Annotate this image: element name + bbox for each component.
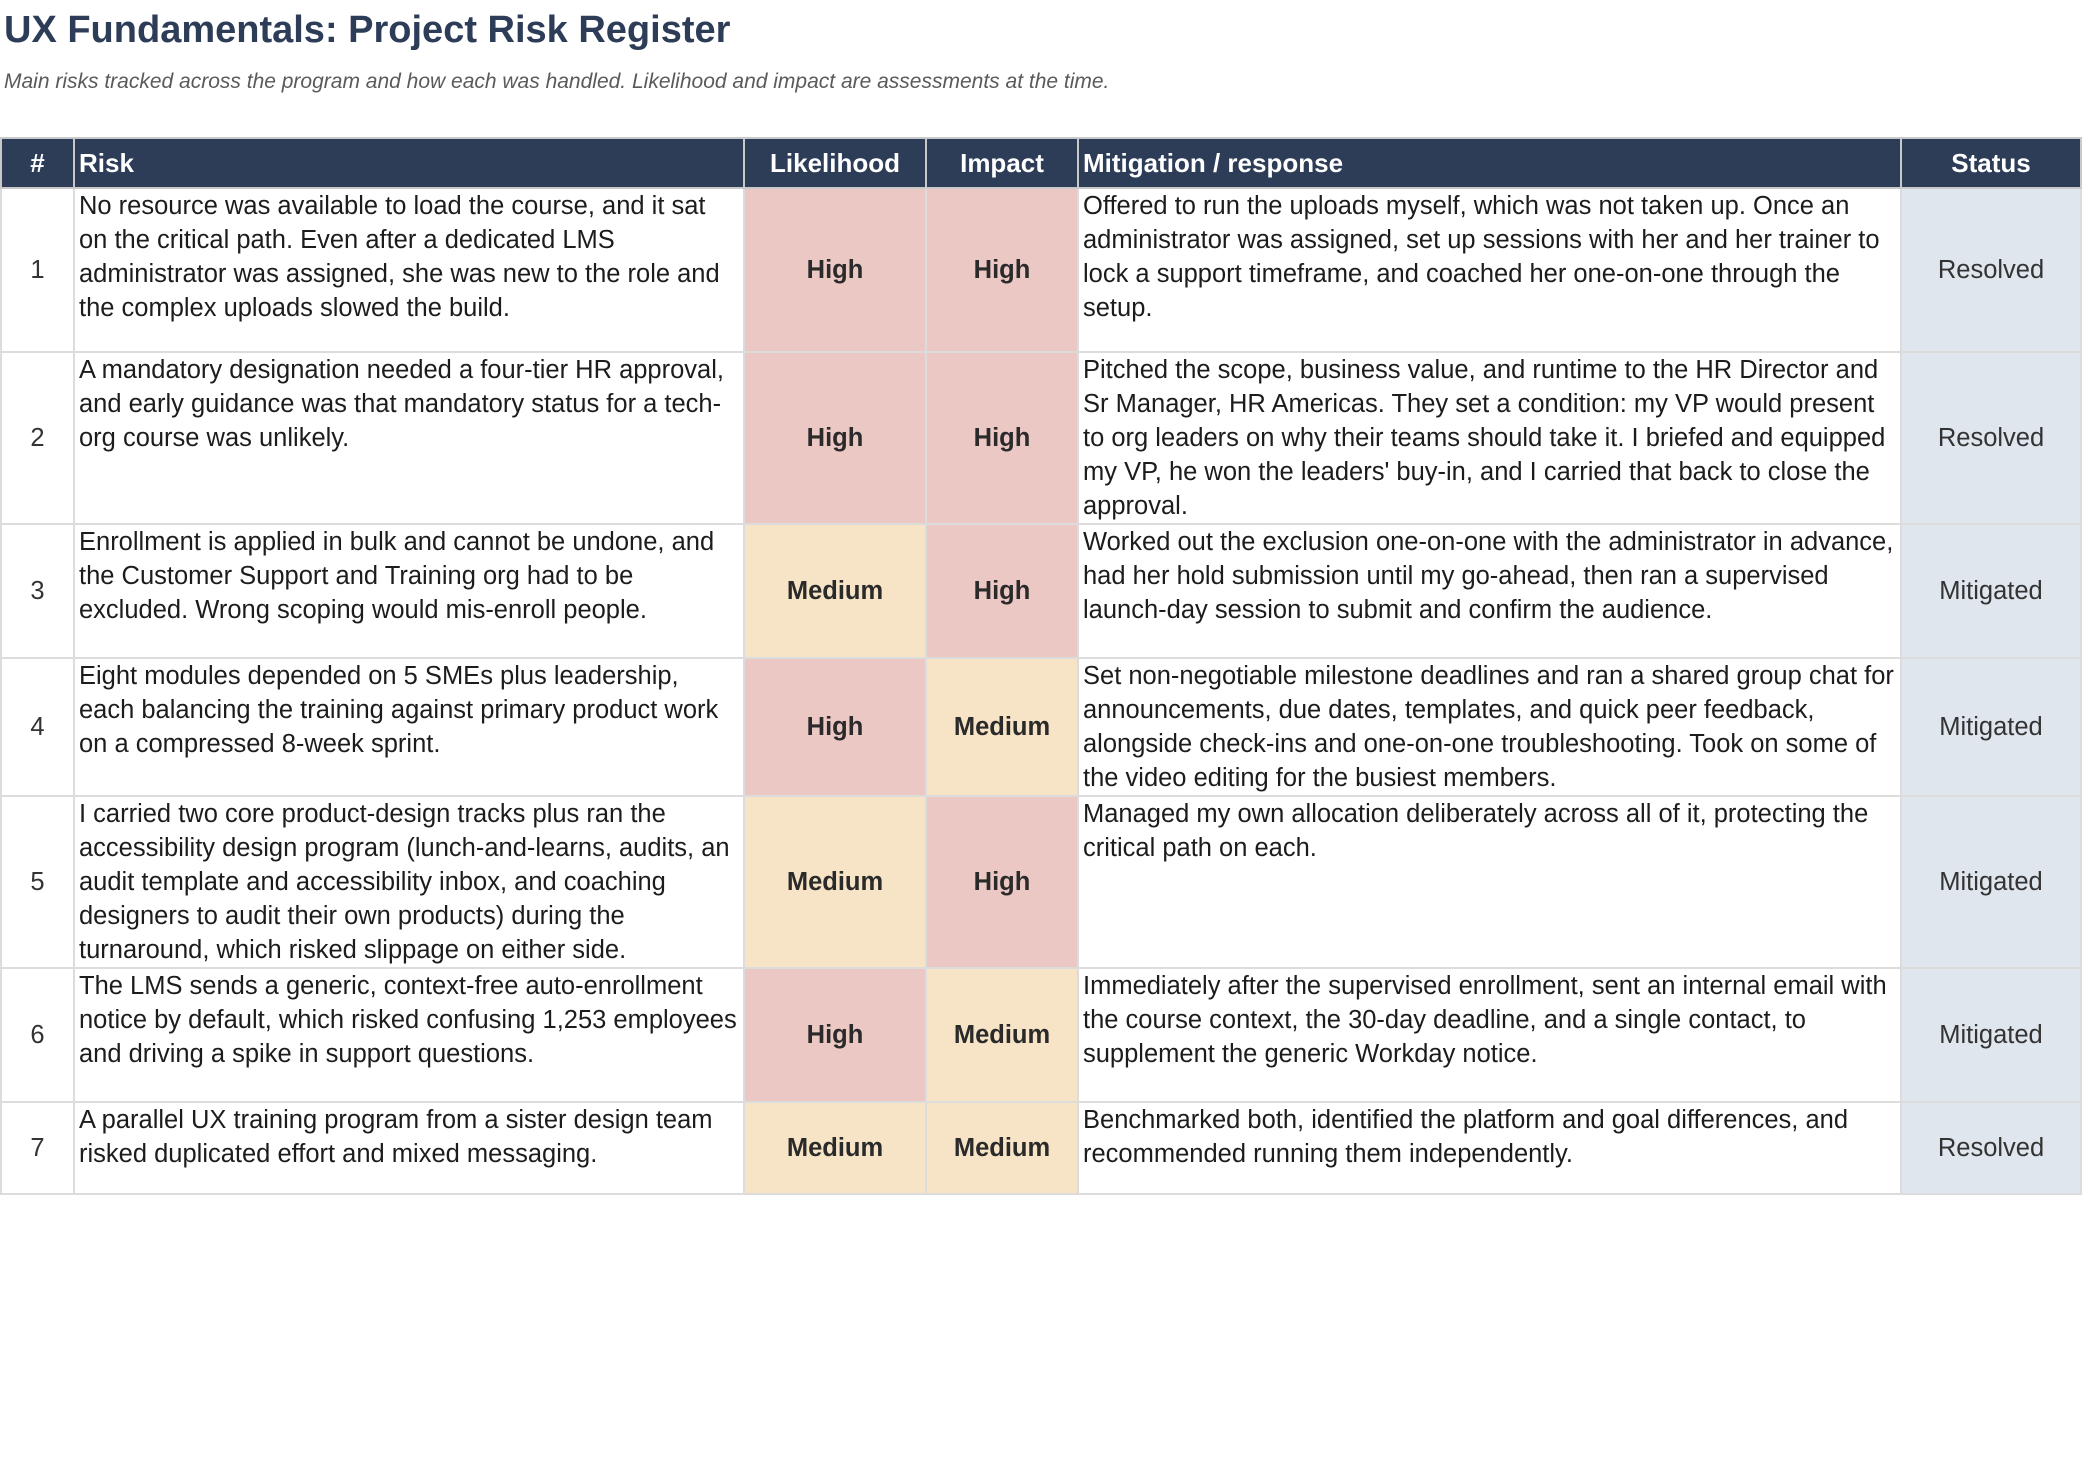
impact-cell: High — [926, 352, 1078, 524]
status-cell: Mitigated — [1901, 796, 2081, 968]
status-cell: Mitigated — [1901, 524, 2081, 658]
header-likelihood: Likelihood — [744, 138, 926, 188]
likelihood-cell: High — [744, 352, 926, 524]
table-row — [1, 188, 2081, 352]
risk-register-table — [0, 137, 2082, 1195]
row-number: 4 — [1, 658, 74, 796]
status-cell: Mitigated — [1901, 968, 2081, 1102]
mitigation-cell: Pitched the scope, business value, and runtime to the HR Director and Sr Manager, HR Americas. They set a condition: my VP would present to org leaders on why their teams should take it. I briefed and equipped my VP, he won the leaders' buy-in, and I carried that back to close the approval. — [1078, 352, 1901, 524]
risk-cell: Enrollment is applied in bulk and cannot be undone, and the Customer Support and Training org had to be excluded. Wrong scoping would mis-enroll people. — [74, 524, 744, 658]
row-number: 5 — [1, 796, 74, 968]
header-mitigation: Mitigation / response — [1078, 138, 1901, 188]
impact-cell: High — [926, 796, 1078, 968]
row-number: 1 — [1, 188, 74, 352]
header-risk: Risk — [74, 138, 744, 188]
risk-cell: A parallel UX training program from a sister design team risked duplicated effort and mixed messaging. — [74, 1102, 744, 1194]
mitigation-cell: Offered to run the uploads myself, which was not taken up. Once an administrator was assigned, set up sessions with her and her trainer to lock a support timeframe, and coached her one-on-one through the setup. — [1078, 188, 1901, 352]
likelihood-cell: Medium — [744, 796, 926, 968]
header-number: # — [1, 138, 74, 188]
likelihood-cell: High — [744, 968, 926, 1102]
risk-cell: A mandatory designation needed a four-tier HR approval, and early guidance was that mandatory status for a tech-org course was unlikely. — [74, 352, 744, 524]
mitigation-cell: Immediately after the supervised enrollment, sent an internal email with the course context, the 30-day deadline, and a single contact, to supplement the generic Workday notice. — [1078, 968, 1901, 1102]
impact-cell: High — [926, 188, 1078, 352]
mitigation-cell: Set non-negotiable milestone deadlines and ran a shared group chat for announcements, due dates, templates, and quick peer feedback, alongside check-ins and one-on-one troubleshooting. Took on some of the video editing for the busiest members. — [1078, 658, 1901, 796]
status-cell: Mitigated — [1901, 658, 2081, 796]
table-row — [1, 796, 2081, 968]
impact-cell: Medium — [926, 1102, 1078, 1194]
likelihood-cell: Medium — [744, 524, 926, 658]
page-title: UX Fundamentals: Project Risk Register — [4, 9, 731, 51]
row-number: 6 — [1, 968, 74, 1102]
table-row — [1, 658, 2081, 796]
row-number: 3 — [1, 524, 74, 658]
impact-cell: Medium — [926, 968, 1078, 1102]
status-cell: Resolved — [1901, 352, 2081, 524]
mitigation-cell: Managed my own allocation deliberately across all of it, protecting the critical path on each. — [1078, 796, 1901, 968]
risk-cell: No resource was available to load the course, and it sat on the critical path. Even after a dedicated LMS administrator was assigned, she was new to the role and the complex uploads slowed the build. — [74, 188, 744, 352]
status-cell: Resolved — [1901, 188, 2081, 352]
risk-cell: I carried two core product-design tracks plus ran the accessibility design program (lunch-and-learns, audits, an audit template and accessibility inbox, and coaching designers to audit their own products) during the turnaround, which risked slippage on either side. — [74, 796, 744, 968]
likelihood-cell: High — [744, 658, 926, 796]
table-row — [1, 1102, 2081, 1194]
mitigation-cell: Benchmarked both, identified the platform and goal differences, and recommended running them independently. — [1078, 1102, 1901, 1194]
status-cell: Resolved — [1901, 1102, 2081, 1194]
risk-cell: The LMS sends a generic, context-free auto-enrollment notice by default, which risked confusing 1,253 employees and driving a spike in support questions. — [74, 968, 744, 1102]
table-header-row — [1, 138, 2081, 188]
risk-cell: Eight modules depended on 5 SMEs plus leadership, each balancing the training against primary product work on a compressed 8-week sprint. — [74, 658, 744, 796]
table-row — [1, 352, 2081, 524]
likelihood-cell: Medium — [744, 1102, 926, 1194]
table-row — [1, 524, 2081, 658]
impact-cell: Medium — [926, 658, 1078, 796]
row-number: 7 — [1, 1102, 74, 1194]
table-row — [1, 968, 2081, 1102]
header-status: Status — [1901, 138, 2081, 188]
mitigation-cell: Worked out the exclusion one-on-one with the administrator in advance, had her hold submission until my go-ahead, then ran a supervised launch-day session to submit and confirm the audience. — [1078, 524, 1901, 658]
header-impact: Impact — [926, 138, 1078, 188]
likelihood-cell: High — [744, 188, 926, 352]
page-subtitle: Main risks tracked across the program and how each was handled. Likelihood and impact are assessments at the time. — [4, 70, 1110, 93]
row-number: 2 — [1, 352, 74, 524]
impact-cell: High — [926, 524, 1078, 658]
